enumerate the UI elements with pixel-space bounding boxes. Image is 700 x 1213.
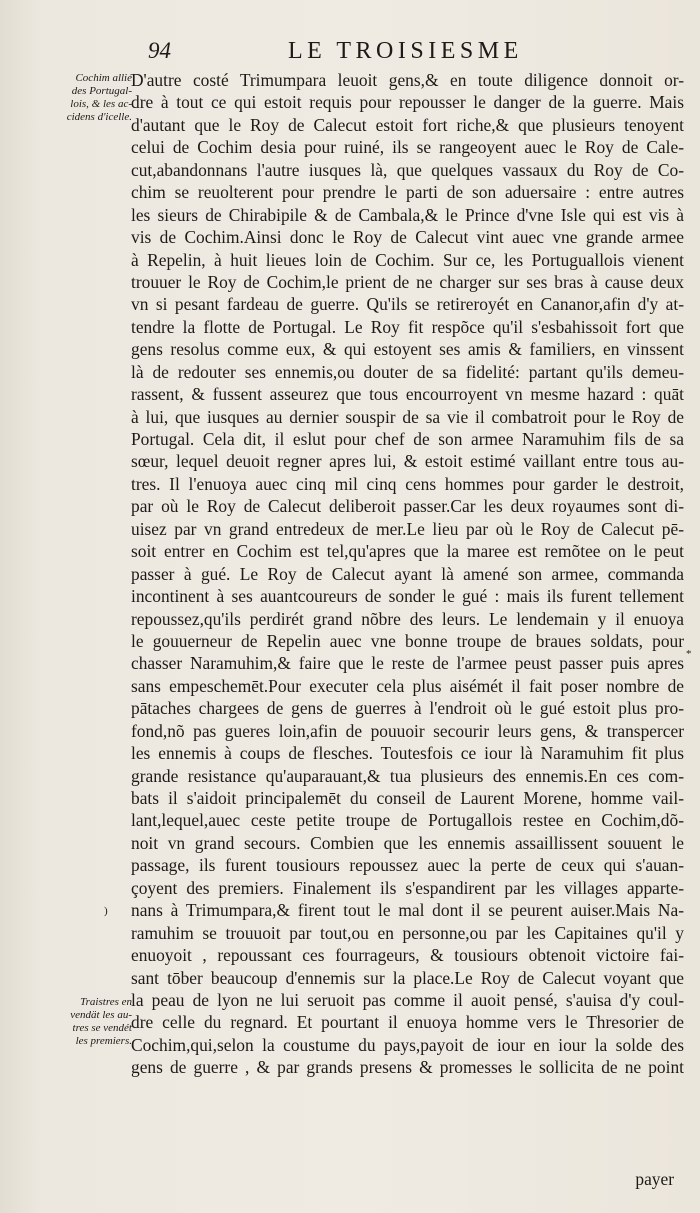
text-line: gens resolus comme eux, & qui estoyent ses amis & familiers, en vinssent	[131, 339, 684, 360]
text-line: enuoyoit , repoussant ces fourrageurs, & tousiours obtenoit victoire fai-	[131, 945, 684, 966]
body-text	[131, 69, 684, 1079]
margin-note-line: cidens d'icelle.	[66, 111, 132, 123]
margin-note-traistres	[60, 996, 132, 1048]
text-line: là de redouter ses ennemis,ou douter de sa fidelité: partant qu'ils demeu-	[131, 361, 684, 382]
text-line: le gouuerneur de Repelin auec vne bonne troupe de braues soldats, pour	[131, 630, 684, 651]
page-number: 94	[148, 38, 171, 63]
margin-note-line: des Portugal-	[71, 85, 132, 97]
text-line: lant,lequel,auec ceste petite troupe de Portugallois restee en Cochim,dõ-	[131, 810, 684, 831]
text-line: Cochim,qui,selon la coustume du pays,payoit de iour en iour la solde des	[131, 1034, 684, 1055]
text-line: gens de guerre , & par grands presens & promesses le sollicita de ne point	[131, 1057, 684, 1078]
text-line: les sieurs de Chirabipile & de Cambala,& le Prince d'vne Isle qui est vis à	[131, 204, 684, 225]
margin-note-line: Traistres en	[80, 996, 132, 1008]
text-line: les ennemis à coups de flesches. Toutesfois ce iour là Naramuhim fit plus	[131, 743, 684, 764]
text-line: la peau de lyon ne lui seruoit pas comme il auoit pensé, s'auisa d'y coul-	[131, 989, 684, 1010]
text-line: vis de Cochim.Ainsi donc le Roy de Calecut vint auec vne grande armee	[131, 227, 684, 248]
margin-note-line: vendät les au-	[70, 1009, 132, 1021]
text-line: çoyent des premiers. Finalement ils s'espandirent par les villages apparte-	[131, 877, 684, 898]
text-line: cut,abandonnans l'autre iusques là, que quelques vassaux du Roy de Co-	[131, 159, 684, 180]
margin-note-line: tres se vendét	[72, 1022, 132, 1034]
text-line: D'autre costé Trimumpara leuoit gens,& en toute diligence donnoit or-	[131, 70, 684, 90]
text-line: tres. Il l'enuoya auec cinq mil cinq cens hommes pour garder le destroit,	[131, 473, 684, 494]
text-line: fond,nõ pas gueres loin,afin de pouuoir secourir leurs gens, & transpercer	[131, 720, 684, 741]
text-line: grande resistance qu'auparauant,& tua plusieurs des ennemis.En ces com-	[131, 765, 684, 786]
margin-asterisk: *	[686, 648, 692, 660]
text-line: dre à tout ce qui estoit requis pour repousser le danger de la guerre. Mais	[131, 92, 684, 113]
text-line: dre celle du regnard. Et pourtant il enuoya homme vers le Thresorier de	[131, 1012, 684, 1033]
text-line: soit entrer en Cochim est tel,qu'apres que la maree est remõtee on le peut	[131, 541, 684, 562]
text-line: celui de Cochim desia pour ruiné, ils se rangeoyent auec le Roy de Cale-	[131, 137, 684, 158]
text-line: à lui, que iusques au dernier souspir de sa vie il combatroit pour le Roy de	[131, 406, 684, 427]
margin-note-cochim	[60, 72, 132, 124]
catchword: payer	[635, 1169, 674, 1189]
margin-note-line: Cochim allié	[75, 72, 132, 84]
text-line: repoussez,qu'ils perdirét grand nõbre des leurs. Le lendemain y il enuoya	[131, 608, 684, 629]
text-line: bats il s'aidoit principalemēt du conseil de Laurent Morene, homme vail-	[131, 788, 684, 808]
text-line: ramuhim se trouuoit par tout,ou en personne,ou par les Capitaines qu'il y	[131, 922, 684, 943]
page-header	[148, 38, 588, 68]
text-line: sant tōber beaucoup d'ennemis sur la place.Le Roy de Calecut voyant que	[131, 967, 684, 988]
text-line: Portugal. Cela dit, il eslut pour chef de son armee Naramuhim fils de sa	[131, 429, 684, 449]
text-line: tendre la flotte de Portugal. Le Roy fit respõce qu'il s'esbahissoit fort que	[131, 316, 684, 337]
text-line: pātaches chargees de gens de guerres à l'endroit où le gué estoit plus pro-	[131, 698, 684, 719]
margin-stray-mark: )	[104, 905, 108, 917]
text-line: chim se reuolterent pour prendre le parti de son aduersaire : entre autres	[131, 182, 684, 203]
running-title: LE TROISIESME	[288, 38, 523, 64]
text-line: noit vn grand secours. Combien que les ennemis assaillissent souuent le	[131, 832, 684, 853]
text-line: par où le Roy de Calecut deliberoit passer.Car les deux royaumes sont di-	[131, 496, 684, 517]
text-line: d'autant que le Roy de Calecut estoit fort riche,& que plusieurs tenoyent	[131, 114, 684, 135]
text-line: chasser Naramuhim,& faire que le reste de l'armee peust passer puis apres	[131, 653, 684, 674]
margin-note-line: lois, & les ac-	[70, 98, 132, 110]
text-line: sœur, lequel deuoit regner apres lui, & estoit estimé vaillant entre tous au-	[131, 451, 684, 472]
text-line: uisez par vn grand entredeux de mer.Le lieu par où le Roy de Calecut pē-	[131, 518, 684, 539]
text-line: incontinent à ses auantcoureurs de sonder le gué : mais ils furent tellement	[131, 586, 684, 607]
text-line: rassent, & fussent asseurez que tous encourroyent vn mesme hazard : quāt	[131, 384, 684, 405]
margin-note-line: les premiers.	[75, 1035, 132, 1047]
text-line: passer à gué. Le Roy de Calecut ayant là amené son armee, commanda	[131, 563, 684, 584]
text-line: passage, ils furent tousiours repoussez auec la perte de ceux qui s'auan-	[131, 855, 684, 876]
text-line: sans empeschemēt.Pour executer cela plus aisémét il fait poser nombre de	[131, 675, 684, 696]
text-line: à Repelin, à huit lieues loin de Cochim. Sur ce, les Portuguallois vienent	[131, 249, 684, 270]
text-line: vn si pesant fardeau de guerre. Qu'ils se retireroyét en Cananor,afin d'y at-	[131, 294, 684, 315]
text-line: nans à Trimumpara,& firent tout le mal dont il se peurent auiser.Mais Na-	[131, 900, 684, 921]
text-line: trouuer le Roy de Cochim,le prient de ne charger sur ses bras à cause deux	[131, 271, 684, 292]
